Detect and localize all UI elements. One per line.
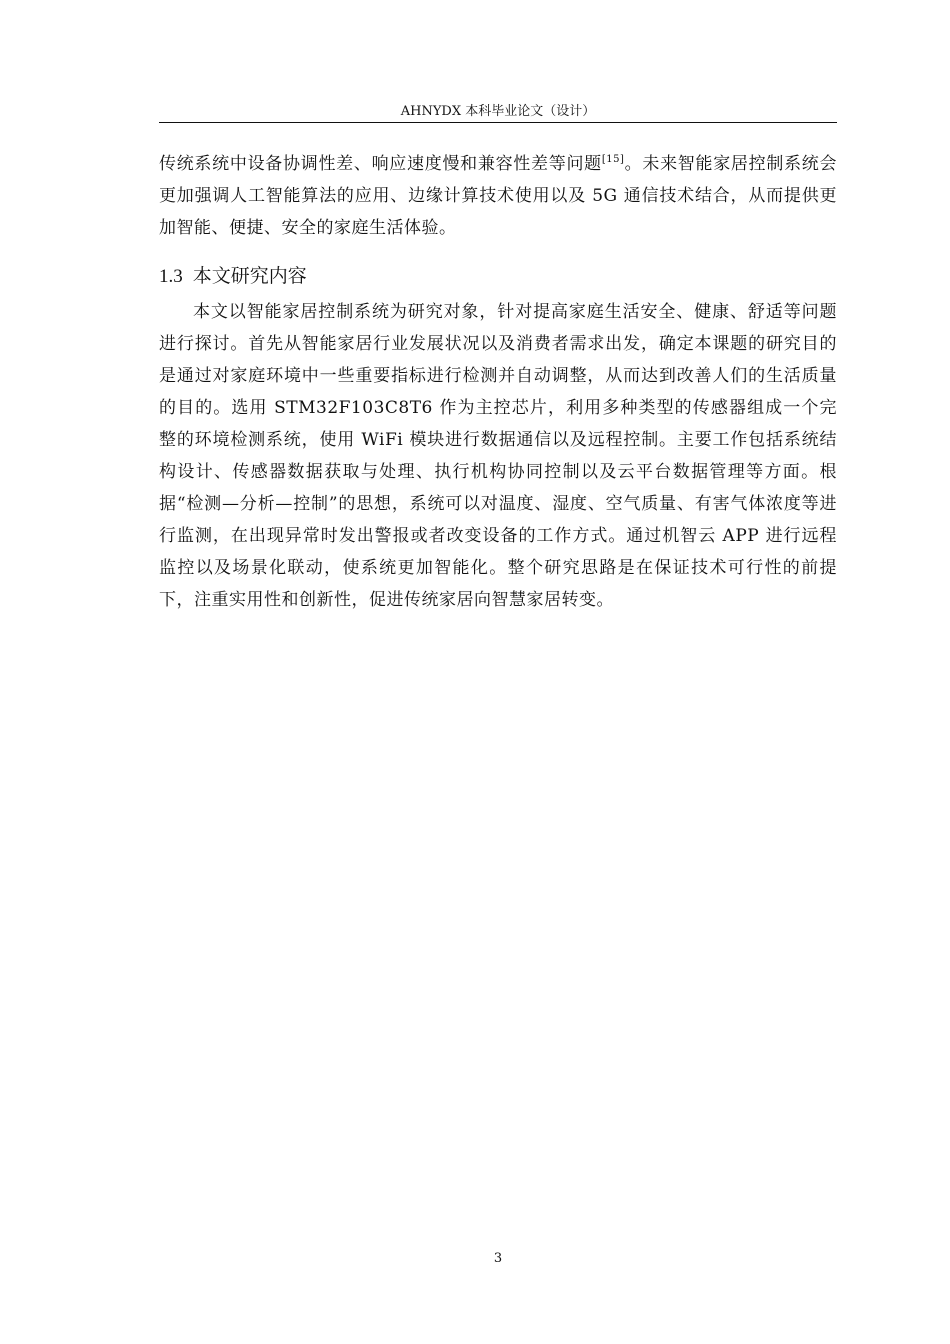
running-header: AHNYDX 本科毕业论文（设计）	[400, 104, 596, 119]
header-rule	[159, 122, 837, 123]
page-number: 3	[493, 1251, 503, 1266]
paragraph-text: 传统系统中设备协调性差、响应速度慢和兼容性差等问题	[159, 154, 602, 174]
section-title: 本文研究内容	[192, 265, 307, 287]
body-paragraph: 本文以智能家居控制系统为研究对象，针对提高家庭生活安全、健康、舒适等问题进行探讨。首先从智能家居行业发展状况以及消费者需求出发，确定本课题的研究目的是通过对家庭环境中一些重要指标进行检测并自动调整，从而达到改善人们的生活质量的目的。选用 STM32F103C8T6 作为主控芯片，利用多种类型的传感器组成一个完整的环境检测系统，使用 WiFi 模块进行数据通信以及远程控制。主要工作包括系统结构设计、传感器数据获取与处理、执行机构协同控制以及云平台数据管理等方面。根据“检测—分析—控制”的思想，系统可以对温度、湿度、空气质量、有害气体浓度等进行监测，在出现异常时发出警报或者改变设备的工作方式。通过机智云 APP 进行远程监控以及场景化联动，使系统更加智能化。整个研究思路是在保证技术可行性的前提下，注重实用性和创新性，促进传统家居向智慧家居转变。	[159, 302, 837, 610]
body-paragraph-continuation	[159, 148, 837, 244]
citation-reference[interactable]: [15]	[601, 154, 625, 165]
paragraph-text: 。未来智能家居控制系统会更加强调人工智能算法的应用、边缘计算技术使用以及 5G 通信技术结合，从而提供更加智能、便捷、安全的家庭生活体验。	[159, 154, 838, 238]
section-number: 1.3	[159, 266, 183, 287]
section-heading	[159, 262, 307, 291]
